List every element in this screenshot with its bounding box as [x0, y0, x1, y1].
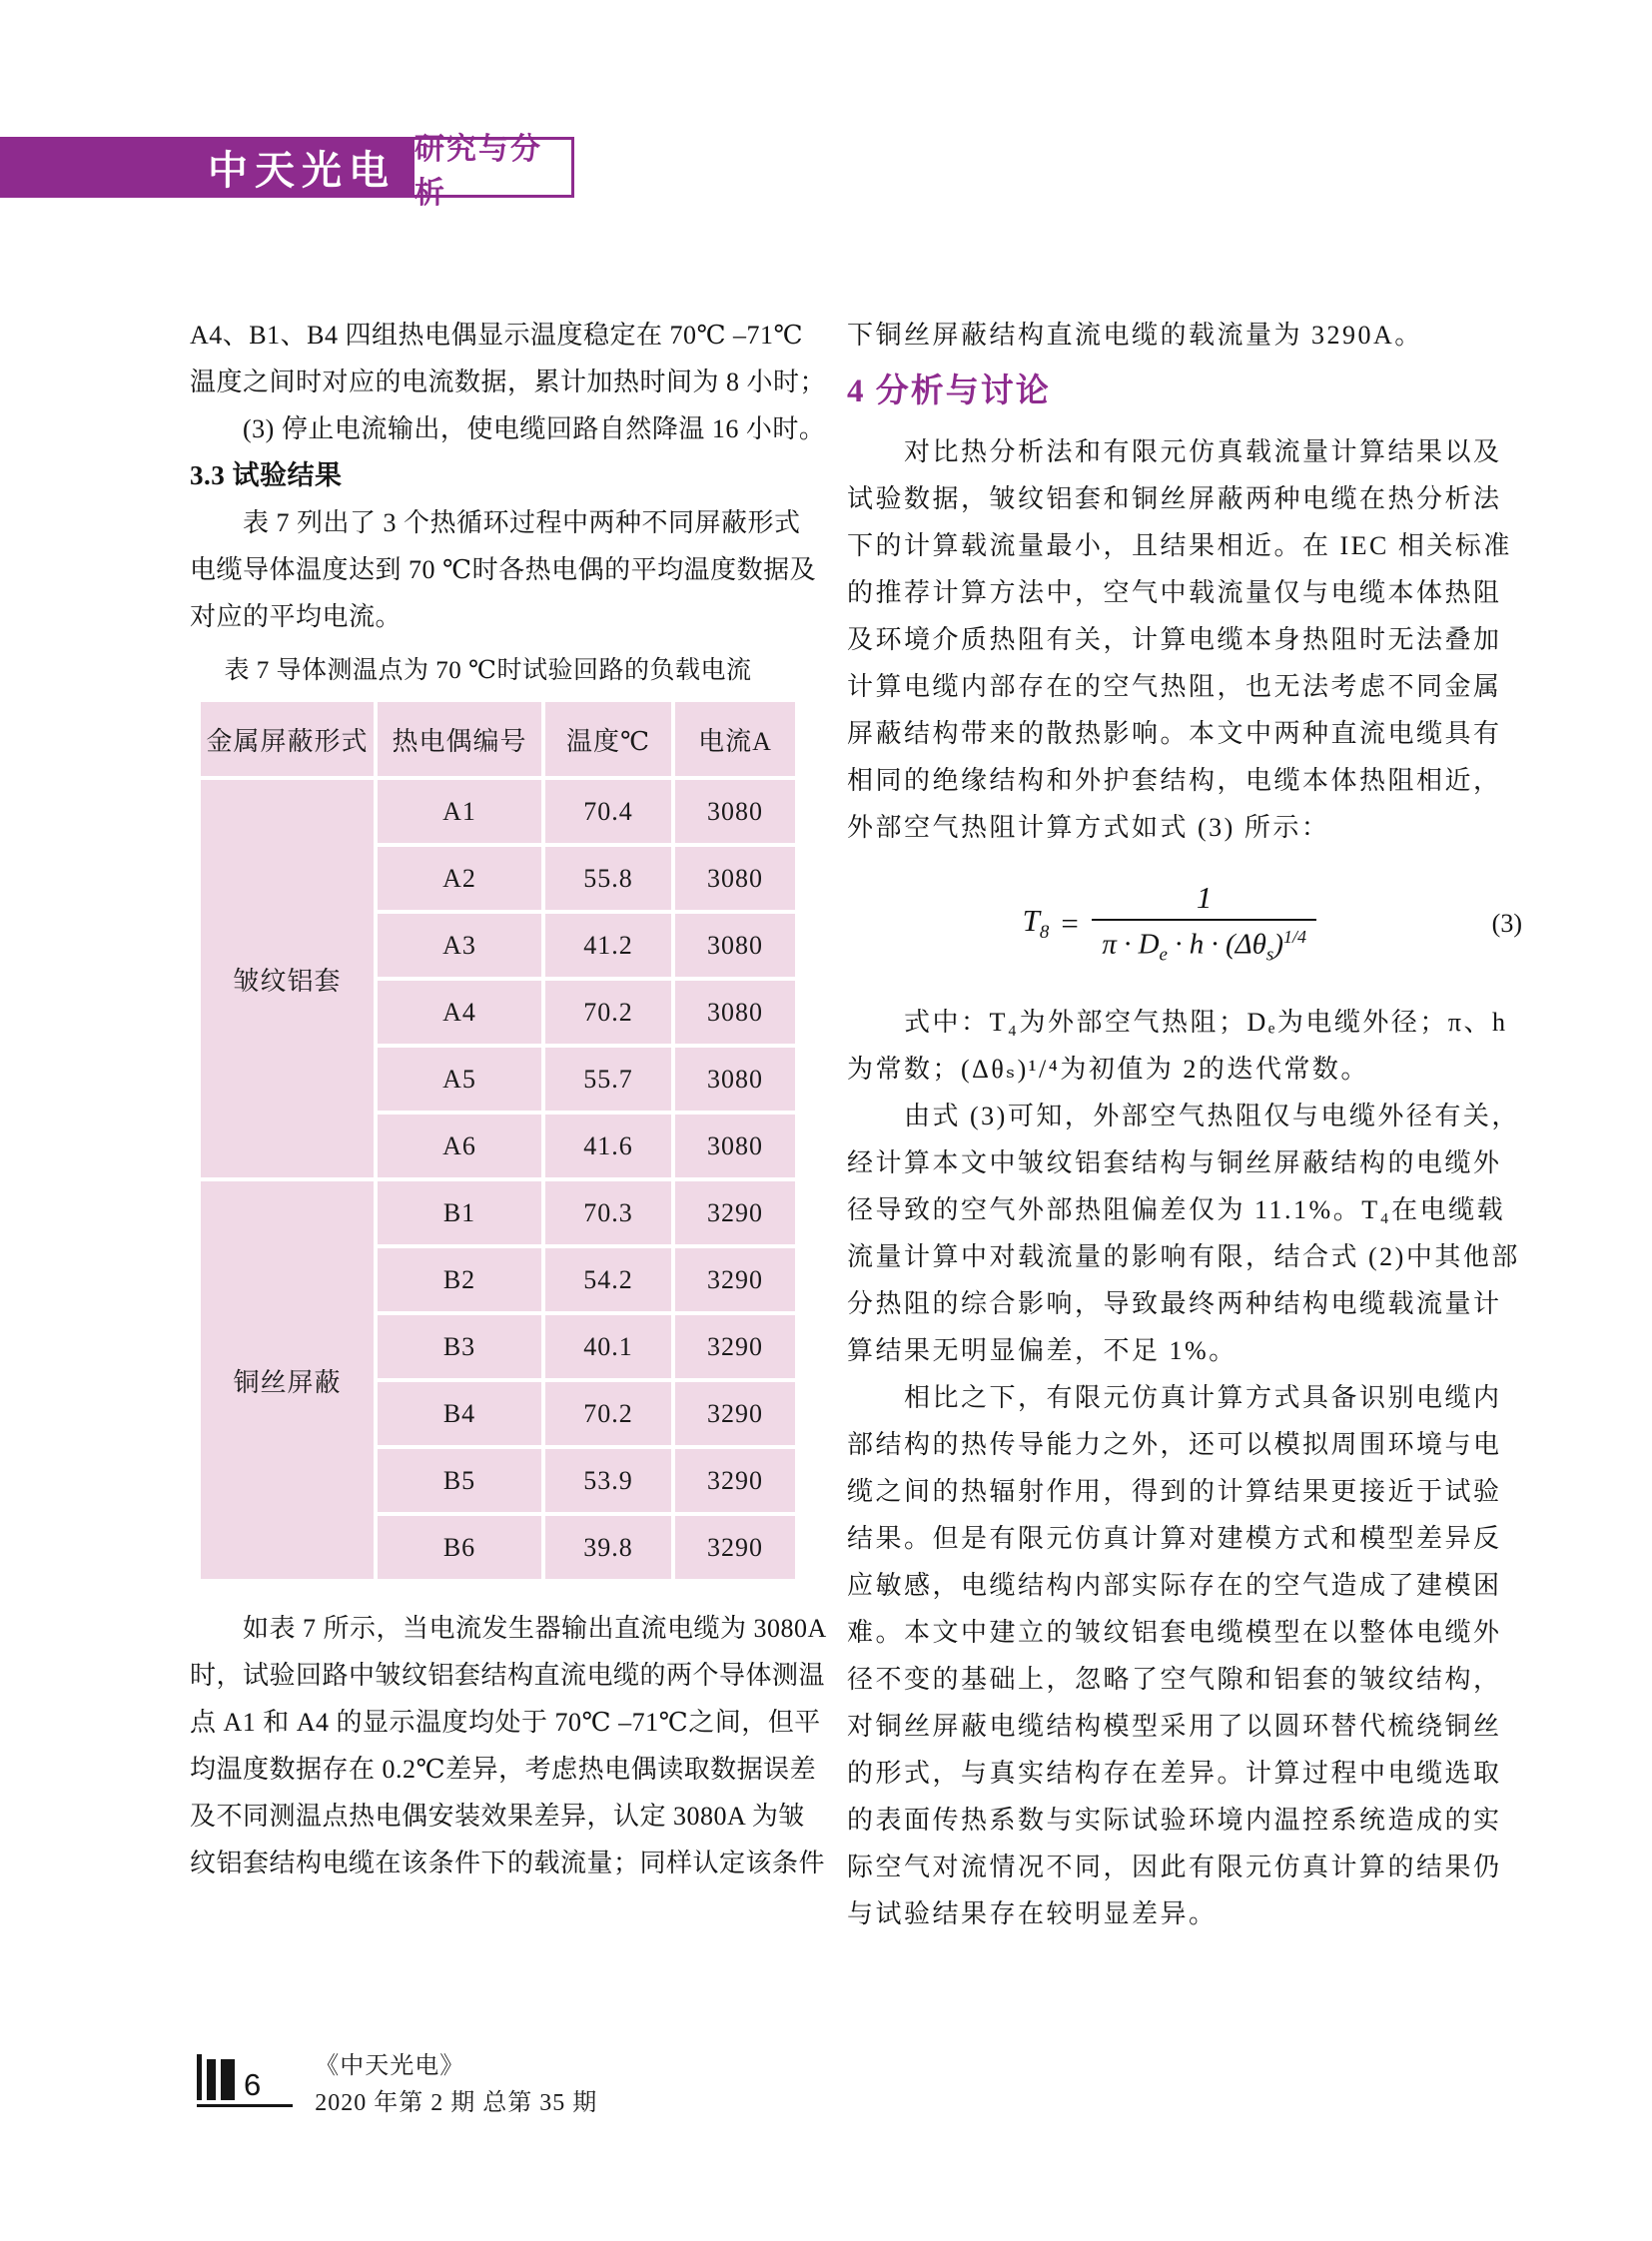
shield-type-cell: 皱纹铝套 — [199, 778, 376, 1179]
text-line: 对铜丝屏蔽电缆结构模型采用了以圆环替代梳绕铜丝 — [847, 1712, 1502, 1741]
brand-band — [0, 137, 412, 198]
text-line: 试验数据，皱纹铝套和铜丝屏蔽两种电缆在热分析法 — [847, 484, 1502, 513]
text-line: 表 7 列出了 3 个热循环过程中两种不同屏蔽形式 — [190, 508, 801, 537]
table-cell: 3290 — [673, 1179, 797, 1246]
table-cell: 41.6 — [543, 1113, 673, 1179]
table-cell: 70.4 — [543, 778, 673, 845]
table-body — [199, 778, 797, 1581]
text-line: 外部空气热阻计算方式如式 (3) 所示： — [847, 813, 1330, 842]
table-cell: 39.8 — [543, 1514, 673, 1581]
table-cell: 55.7 — [543, 1046, 673, 1113]
equation-number: (3) — [1491, 909, 1522, 938]
text-line: 部结构的热传导能力之外，还可以模拟周围环境与电 — [847, 1430, 1502, 1459]
text-line: 的形式，与真实结构存在差异。计算过程中电缆选取 — [847, 1759, 1502, 1788]
table-cell: 3080 — [673, 912, 797, 979]
table-cell: 40.1 — [543, 1313, 673, 1380]
column-header: 金属屏蔽形式 — [199, 700, 376, 778]
text-line: A4、B1、B4 四组热电偶显示温度稳定在 70℃ –71℃ — [190, 321, 804, 350]
table-cell: 3290 — [673, 1514, 797, 1581]
page-footer — [197, 2054, 597, 2122]
text-line: 径导致的空气外部热阻偏差仅为 11.1%。T₄在电缆载 — [847, 1195, 1506, 1224]
equation-body — [847, 881, 1492, 967]
fraction — [1092, 881, 1316, 967]
text-line: 计算电缆内部存在的空气热阻，也无法考虑不同金属 — [847, 672, 1502, 701]
table-cell: B4 — [376, 1380, 543, 1447]
column-header: 温度℃ — [543, 700, 673, 778]
text-line: 对应的平均电流。 — [190, 602, 403, 631]
text-line: 下的计算载流量最小，且结果相近。在 IEC 相关标准 — [847, 531, 1512, 560]
paragraph-table-discussion — [190, 1605, 827, 1886]
table-cell: 70.3 — [543, 1179, 673, 1246]
table-cell: 3290 — [673, 1246, 797, 1313]
section-badge-label: 研究与分析 — [414, 132, 542, 210]
equals-sign: = — [1059, 906, 1081, 941]
table-cell: 54.2 — [543, 1246, 673, 1313]
text-line: 相同的绝缘结构和外护套结构，电缆本体热阻相近， — [847, 766, 1502, 795]
text-line: 电缆导体温度达到 70 ℃时各热电偶的平均温度数据及 — [190, 555, 817, 584]
table-cell: B6 — [376, 1514, 543, 1581]
table-cell: 3290 — [673, 1380, 797, 1447]
table-caption: 表 7 导体测温点为 70 ℃时试验回路的负载电流 — [224, 657, 752, 684]
table-cell: A4 — [376, 979, 543, 1046]
table-header-row — [199, 700, 797, 778]
table-cell: B3 — [376, 1313, 543, 1380]
text-line: 际空气对流情况不同，因此有限元仿真计算的结果仍 — [847, 1853, 1502, 1881]
text-line: (3) 停止电流输出，使电缆回路自然降温 16 小时。 — [190, 414, 826, 443]
text-line: 时，试验回路中皱纹铝套结构直流电缆的两个导体测温 — [190, 1661, 826, 1690]
shield-type-cell: 铜丝屏蔽 — [199, 1179, 376, 1581]
text-line: 均温度数据存在 0.2℃差异，考虑热电偶读取数据误差 — [190, 1755, 817, 1784]
paragraph-table-intro — [190, 499, 817, 640]
table-head — [199, 700, 797, 778]
left-column — [190, 312, 827, 1886]
text-line: 如表 7 所示，当电流发生器输出直流电缆为 3080A — [190, 1614, 827, 1643]
table-row — [199, 778, 797, 845]
paragraph-analysis-1 — [847, 428, 1522, 851]
text-line: 式中：T₄为外部空气热阻；Dₑ为电缆外径；π、h — [847, 1008, 1508, 1037]
brand-logo: 中天光电 — [208, 148, 396, 193]
text-line: 经计算本文中皱纹铝套结构与铜丝屏蔽结构的电缆外 — [847, 1148, 1502, 1177]
text-line: 与试验结果存在较明显差异。 — [847, 1899, 1218, 1928]
table-cell: 3080 — [673, 979, 797, 1046]
text-line: 应敏感，电缆结构内部实际存在的空气造成了建模困 — [847, 1571, 1502, 1600]
table-cell: 3290 — [673, 1313, 797, 1380]
text-line: 分热阻的综合影响，导致最终两种结构电缆载流量计 — [847, 1289, 1502, 1318]
page-mark — [197, 2054, 293, 2107]
text-line: 的表面传热系数与实际试验环境内温控系统造成的实 — [847, 1806, 1502, 1835]
table-cell: 53.9 — [543, 1447, 673, 1514]
text-line: 相比之下，有限元仿真计算方式具备识别电缆内 — [847, 1383, 1502, 1412]
text-line: 对比热分析法和有限元仿真载流量计算结果以及 — [847, 437, 1502, 466]
text-line: 算结果无明显偏差，不足 1%。 — [847, 1336, 1238, 1365]
column-header: 电流A — [673, 700, 797, 778]
section-heading: 4 分析与讨论 — [847, 374, 1051, 409]
table-cell: A6 — [376, 1113, 543, 1179]
table-cell: A2 — [376, 845, 543, 912]
paragraph-analysis-2 — [847, 999, 1522, 1937]
right-column — [847, 312, 1522, 1937]
text-line: 为常数；(Δθₛ)¹/⁴为初值为 2的迭代常数。 — [847, 1055, 1369, 1084]
journal-name: 《中天光电》 — [315, 2053, 465, 2079]
page-number: 6 — [244, 2067, 262, 2102]
table-cell: 3080 — [673, 778, 797, 845]
table-cell: 70.2 — [543, 1380, 673, 1447]
text-line: 结果。但是有限元仿真计算对建模方式和模型差异反 — [847, 1524, 1502, 1553]
equation-lhs: $T_8$ — [1022, 903, 1050, 944]
text-line: 及不同测温点热电偶安装效果差异，认定 3080A 为皱 — [190, 1802, 805, 1831]
column-header: 热电偶编号 — [376, 700, 543, 778]
load-current-table — [197, 698, 799, 1583]
table-cell: 70.2 — [543, 979, 673, 1046]
fraction-denominator: $\pi \cdot D_e \cdot h \cdot (\Delta\theta_s)^{1/4}$ — [1092, 919, 1316, 967]
fraction-numerator: 1 — [1196, 879, 1213, 915]
text-line: 流量计算中对载流量的影响有限，结合式 (2)中其他部 — [847, 1242, 1520, 1271]
text-line: 及环境介质热阻有关，计算电缆本身热阻时无法叠加 — [847, 625, 1502, 654]
table-cell: 55.8 — [543, 845, 673, 912]
text-line: 屏蔽结构带来的散热影响。本文中两种直流电缆具有 — [847, 719, 1502, 748]
text-line: 由式 (3)可知，外部空气热阻仅与电缆外径有关， — [847, 1102, 1520, 1130]
footer-bars-icon — [197, 2054, 235, 2100]
table-cell: B2 — [376, 1246, 543, 1313]
text-line: 纹铝套结构电缆在该条件下的载流量；同样认定该条件 — [190, 1849, 826, 1877]
table-cell: A1 — [376, 778, 543, 845]
table-cell: 3290 — [673, 1447, 797, 1514]
table-cell: 3080 — [673, 1046, 797, 1113]
section-badge — [412, 132, 574, 210]
table-cell: 3080 — [673, 1113, 797, 1179]
page-header — [0, 132, 574, 210]
text-line: 下铜丝屏蔽结构直流电缆的载流量为 3290A。 — [847, 321, 1423, 350]
table-cell: 3080 — [673, 845, 797, 912]
equation-3 — [847, 865, 1522, 983]
table-cell: 41.2 — [543, 912, 673, 979]
issue-info: 2020 年第 2 期 总第 35 期 — [315, 2090, 598, 2116]
subsection-heading: 3.3 试验结果 — [190, 460, 343, 490]
paragraph-continued — [847, 312, 1522, 359]
table-cell: B1 — [376, 1179, 543, 1246]
text-line: 缆之间的热辐射作用，得到的计算结果更接近于试验 — [847, 1477, 1502, 1506]
table-cell: A5 — [376, 1046, 543, 1113]
table-cell: A3 — [376, 912, 543, 979]
paragraph-test-data — [190, 312, 827, 452]
text-line: 的推荐计算方法中，空气中载流量仅与电缆本体热阻 — [847, 578, 1502, 607]
text-line: 温度之间时对应的电流数据，累计加热时间为 8 小时； — [190, 368, 827, 396]
text-line: 点 A1 和 A4 的显示温度均处于 70℃ –71℃之间，但平 — [190, 1708, 821, 1737]
table-cell: B5 — [376, 1447, 543, 1514]
text-line: 难。本文中建立的皱纹铝套电缆模型在以整体电缆外 — [847, 1618, 1502, 1647]
journal-info — [315, 2048, 597, 2122]
table-row — [199, 1179, 797, 1246]
text-line: 径不变的基础上，忽略了空气隙和铝套的皱纹结构， — [847, 1665, 1502, 1694]
